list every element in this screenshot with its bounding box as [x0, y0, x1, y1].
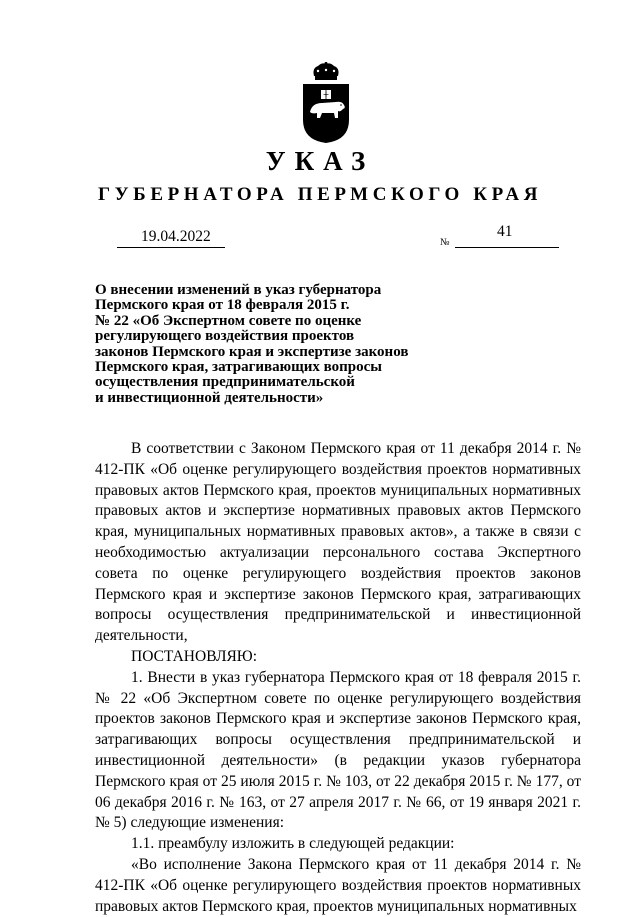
heading-line: № 22 «Об Экспертном совете по оценке	[95, 312, 362, 329]
preamble-paragraph: В соответствии с Законом Пермского края от 11 декабря 2014 г. № 412-ПК «Об оценке регулирующего воздействия проектов нормативных правовых актов Пермского края, проектов муниципальных нормативных правовых актов и экспертизе нормативных правовых актов Пермского края, муниципальных нормативных правовых актов», а также в связи с необходимостью актуализации персонального состава Экспертного совета по оценке регулирующего воздействия проектов законов Пермского края и экспертизе законов Пермского края, затрагивающих вопросы осуществления предпринимательской и инвестиционной деятельности,	[95, 440, 581, 645]
document-body	[95, 439, 581, 917]
heading-line: Пермского края, затрагивающих вопросы	[95, 359, 383, 376]
document-title: УКАЗ	[265, 146, 375, 176]
perm-krai-coat-of-arms-icon	[300, 62, 352, 144]
heading-line: и инвестиционной деятельности»	[95, 389, 324, 406]
number-underline	[455, 247, 559, 248]
quoted-preamble-paragraph: «Во исполнение Закона Пермского края от 11 декабря 2014 г. № 412-ПК «Об оценке регулирующего воздействия проектов нормативных правовых актов Пермского края, проектов муниципальных нормативных	[95, 855, 581, 915]
heading-line: О внесении изменений в указ губернатора	[95, 282, 382, 298]
heading-line: регулирующего воздействия проектов	[95, 328, 355, 345]
document-heading	[95, 283, 440, 406]
clause-1-1-paragraph: 1.1. преамбулу изложить в следующей редакции:	[131, 835, 455, 853]
decree-word: ПОСТАНОВЛЯЮ:	[131, 647, 258, 665]
heading-line: Пермского края от 18 февраля 2015 г.	[95, 297, 350, 314]
document-subtitle: ГУБЕРНАТОРА ПЕРМСКОГО КРАЯ	[97, 184, 543, 205]
clause-1-paragraph: 1. Внести в указ губернатора Пермского края от 18 февраля 2015 г. № 22 «Об Экспертном совете по оценке регулирующего воздействия проектов законов Пермского края и экспертизе законов Пермского края, затрагивающих вопросы осуществления предпринимательской и инвестиционной деятельности» (в редакции указов губернатора Пермского края от 25 июля 2015 г. № 103, от 22 декабря 2015 г. № 177, от 06 декабря 2016 г. № 163, от 27 апреля 2017 г. № 66, от 19 января 2021 г. № 5) следующие изменения:	[95, 668, 581, 832]
heading-line: законов Пермского края и экспертизе законов	[95, 343, 409, 360]
document-date: 19.04.2022	[141, 228, 211, 245]
number-label: №	[440, 237, 450, 248]
document-number: 41	[497, 223, 513, 240]
date-underline	[117, 247, 225, 248]
heading-line: осуществления предпринимательской	[95, 374, 355, 391]
